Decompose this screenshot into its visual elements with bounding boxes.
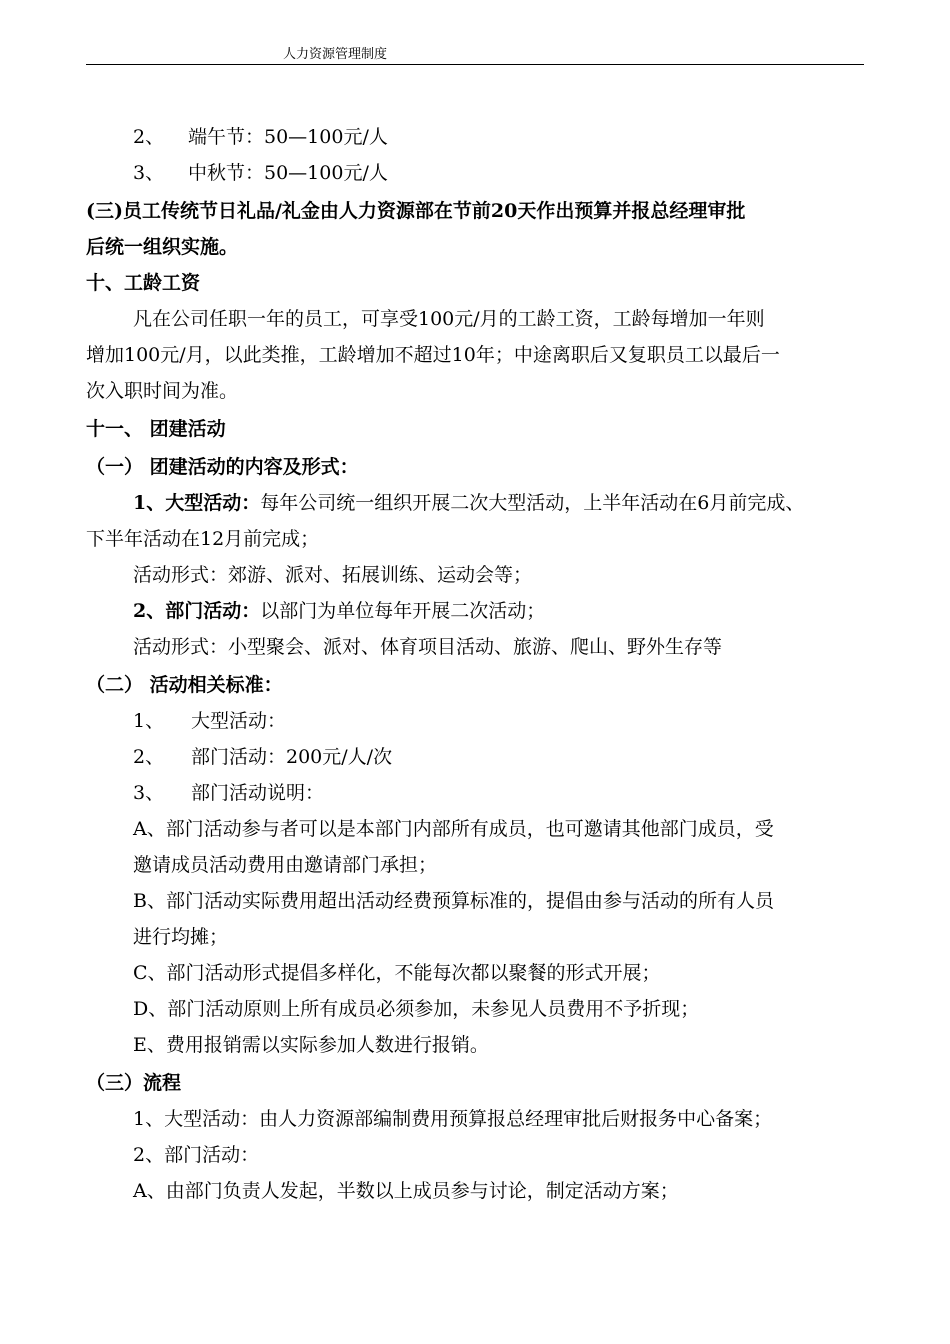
seniority-paragraph-line-2: 增加100元/月，以此类推，工龄增加不超过10年；中途离职后又复职员工以最后一 [86, 344, 780, 366]
process-item-2a: A、由部门负责人发起，半数以上成员参与讨论，制定活动方案； [133, 1180, 679, 1202]
holiday-item-2 [133, 124, 388, 150]
subheading-standards: （二） 活动相关标准： [86, 674, 283, 696]
department-activity-label: 2、部门活动： [133, 600, 261, 622]
heading-seniority-pay: 十、工龄工资 [86, 272, 201, 294]
item-text: 部门活动说明： [191, 782, 325, 804]
item-text: 端午节：50—100元/人 [188, 126, 388, 148]
large-activity-line-2: 下半年活动在12月前完成； [86, 528, 320, 550]
section-3-paragraph-line-2: 后统一组织实施。 [86, 236, 239, 258]
note-a-line-2: 邀请成员活动费用由邀请部门承担； [133, 854, 438, 876]
department-activity-forms: 活动形式：小型聚会、派对、体育项目活动、旅游、爬山、野外生存等 [133, 636, 723, 658]
seniority-paragraph-line-1: 凡在公司任职一年的员工，可享受100元/月的工龄工资，工龄每增加一年则 [133, 308, 765, 330]
item-number: 1、 [133, 710, 165, 732]
note-c: C、部门活动形式提倡多样化，不能每次都以聚餐的形式开展； [133, 962, 661, 984]
section-3-paragraph-line-1: (三)员工传统节日礼品/礼金由人力资源部在节前20天作出预算并报总经理审批 [86, 200, 746, 222]
department-activity-text: 以部门为单位每年开展二次活动； [260, 600, 546, 622]
department-activity-line [133, 598, 545, 624]
holiday-item-3 [133, 160, 388, 186]
process-item-1: 1、大型活动：由人力资源部编制费用预算报总经理审批后财报务中心备案； [133, 1108, 773, 1130]
item-text: 中秋节：50—100元/人 [188, 162, 388, 184]
seniority-paragraph-line-3: 次入职时间为准。 [86, 380, 239, 402]
standard-item-1 [133, 708, 286, 734]
item-number: 3、 [133, 162, 165, 184]
note-a-line-1: A、部门活动参与者可以是本部门内部所有成员，也可邀请其他部门成员，受 [133, 818, 774, 840]
note-b-line-2: 进行均摊； [133, 926, 229, 948]
item-text: 部门活动：200元/人/次 [191, 746, 393, 768]
process-item-2: 2、部门活动： [133, 1144, 260, 1166]
note-e: E、费用报销需以实际参加人数进行报销。 [133, 1034, 489, 1056]
large-activity-label: 1、大型活动： [133, 492, 261, 514]
header-rule [86, 64, 864, 65]
large-activity-text: 每年公司统一组织开展二次大型活动，上半年活动在6月前完成、 [260, 492, 805, 514]
subheading-process: （三）流程 [86, 1072, 182, 1094]
item-number: 2、 [133, 126, 165, 148]
item-number: 2、 [133, 746, 165, 768]
note-d: D、部门活动原则上所有成员必须参加，未参见人员费用不予折现； [133, 998, 700, 1020]
item-number: 3、 [133, 782, 165, 804]
standard-item-2 [133, 744, 392, 770]
subheading-content-and-forms: （一） 团建活动的内容及形式： [86, 456, 359, 478]
note-b-line-1: B、部门活动实际费用超出活动经费预算标准的，提倡由参与活动的所有人员 [133, 890, 774, 912]
heading-team-building: 十一、 团建活动 [86, 418, 226, 440]
large-activity-line-1 [133, 490, 804, 516]
item-text: 大型活动： [191, 710, 287, 732]
page-header-title: 人力资源管理制度 [283, 47, 388, 62]
standard-item-3 [133, 780, 324, 806]
large-activity-forms: 活动形式：郊游、派对、拓展训练、运动会等； [133, 564, 533, 586]
